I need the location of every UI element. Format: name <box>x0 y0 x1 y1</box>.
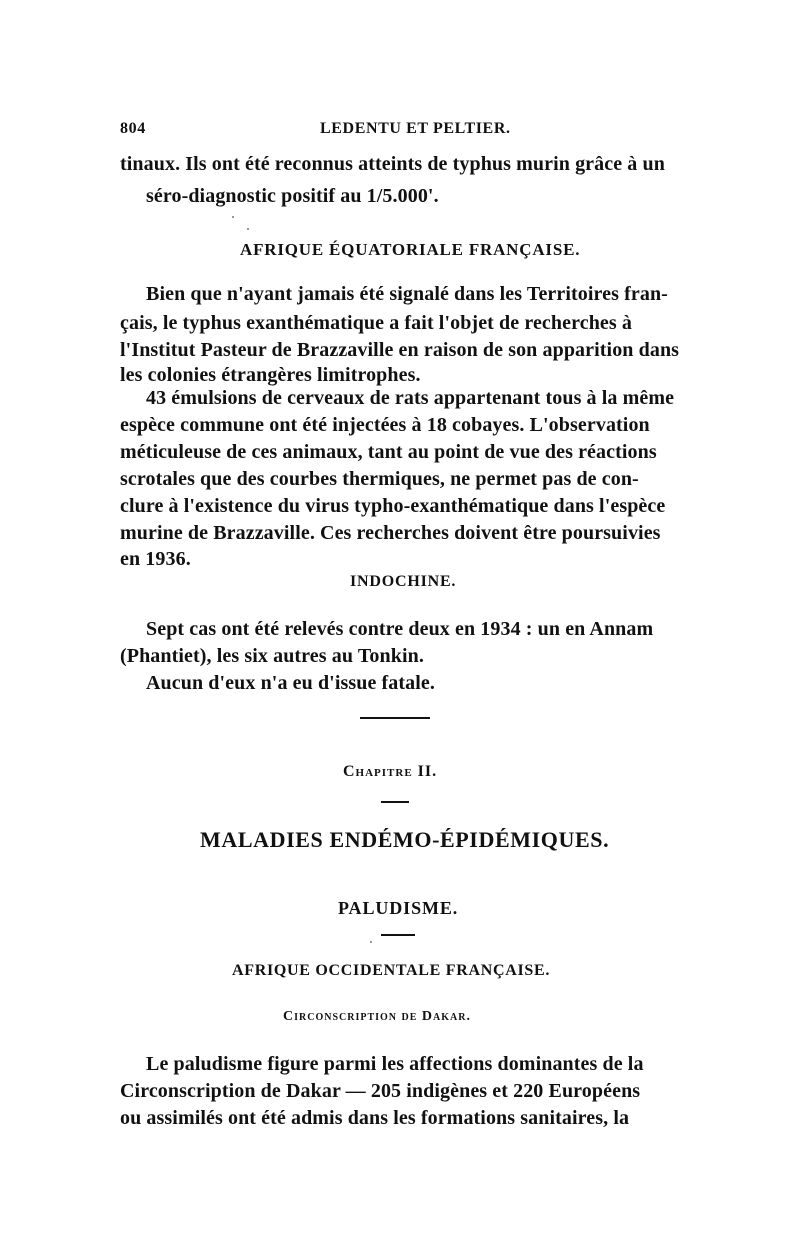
page-header <box>120 120 680 144</box>
section-heading-aof: AFRIQUE OCCIDENTALE FRANÇAISE. <box>232 962 551 979</box>
body-line: espèce commune ont été injectées à 18 cobayes. L'observation <box>120 414 650 436</box>
body-line: séro-diagnostic positif au 1/5.000'. <box>146 185 439 207</box>
body-line: méticuleuse de ces animaux, tant au point de vue des réactions <box>120 441 657 463</box>
speck <box>370 941 372 943</box>
section-heading-indochine: INDOCHINE. <box>350 573 457 590</box>
body-line: Circonscription de Dakar — 205 indigènes et 220 Européens <box>120 1080 641 1102</box>
body-line: l'Institut Pasteur de Brazzaville en raison de son apparition dans <box>120 339 680 361</box>
section-divider <box>360 717 430 719</box>
body-line: Sept cas ont été relevés contre deux en 1934 : un en Annam <box>146 618 654 640</box>
subsection-heading: Circonscription de Dakar. <box>283 1009 471 1024</box>
body-line: Bien que n'ayant jamais été signalé dans les Territoires fran- <box>146 283 668 305</box>
body-line: Aucun d'eux n'a eu d'issue fatale. <box>146 672 436 694</box>
running-head: LEDENTU ET PELTIER. <box>320 120 511 137</box>
page-number: 804 <box>120 120 146 137</box>
speck <box>232 216 234 218</box>
body-line: 43 émulsions de cerveaux de rats appartenant tous à la même <box>146 387 675 409</box>
subsection-divider <box>381 934 415 936</box>
chapter-title: MALADIES ENDÉMO-ÉPIDÉMIQUES. <box>200 827 610 852</box>
speck <box>247 228 249 230</box>
body-line: scrotales que des courbes thermiques, ne permet pas de con- <box>120 468 639 490</box>
body-line: Le paludisme figure parmi les affections dominantes de la <box>146 1053 644 1075</box>
body-line: murine de Brazzaville. Ces recherches doivent être poursuivies <box>120 522 661 544</box>
body-line: les colonies étrangères limitrophes. <box>120 364 421 386</box>
body-line: (Phantiet), les six autres au Tonkin. <box>120 645 424 667</box>
body-line: clure à l'existence du virus typho-exanthématique dans l'espèce <box>120 495 666 517</box>
body-line: çais, le typhus exanthématique a fait l'objet de recherches à <box>120 312 632 334</box>
disease-heading: PALUDISME. <box>338 898 459 918</box>
chapter-divider <box>381 801 409 803</box>
body-line: ou assimilés ont été admis dans les formations sanitaires, la <box>120 1107 630 1129</box>
section-heading-aef: AFRIQUE ÉQUATORIALE FRANÇAISE. <box>240 240 581 259</box>
body-line: en 1936. <box>120 548 191 570</box>
chapter-label: Chapitre II. <box>343 763 438 780</box>
body-line: tinaux. Ils ont été reconnus atteints de typhus murin grâce à un <box>120 153 665 175</box>
